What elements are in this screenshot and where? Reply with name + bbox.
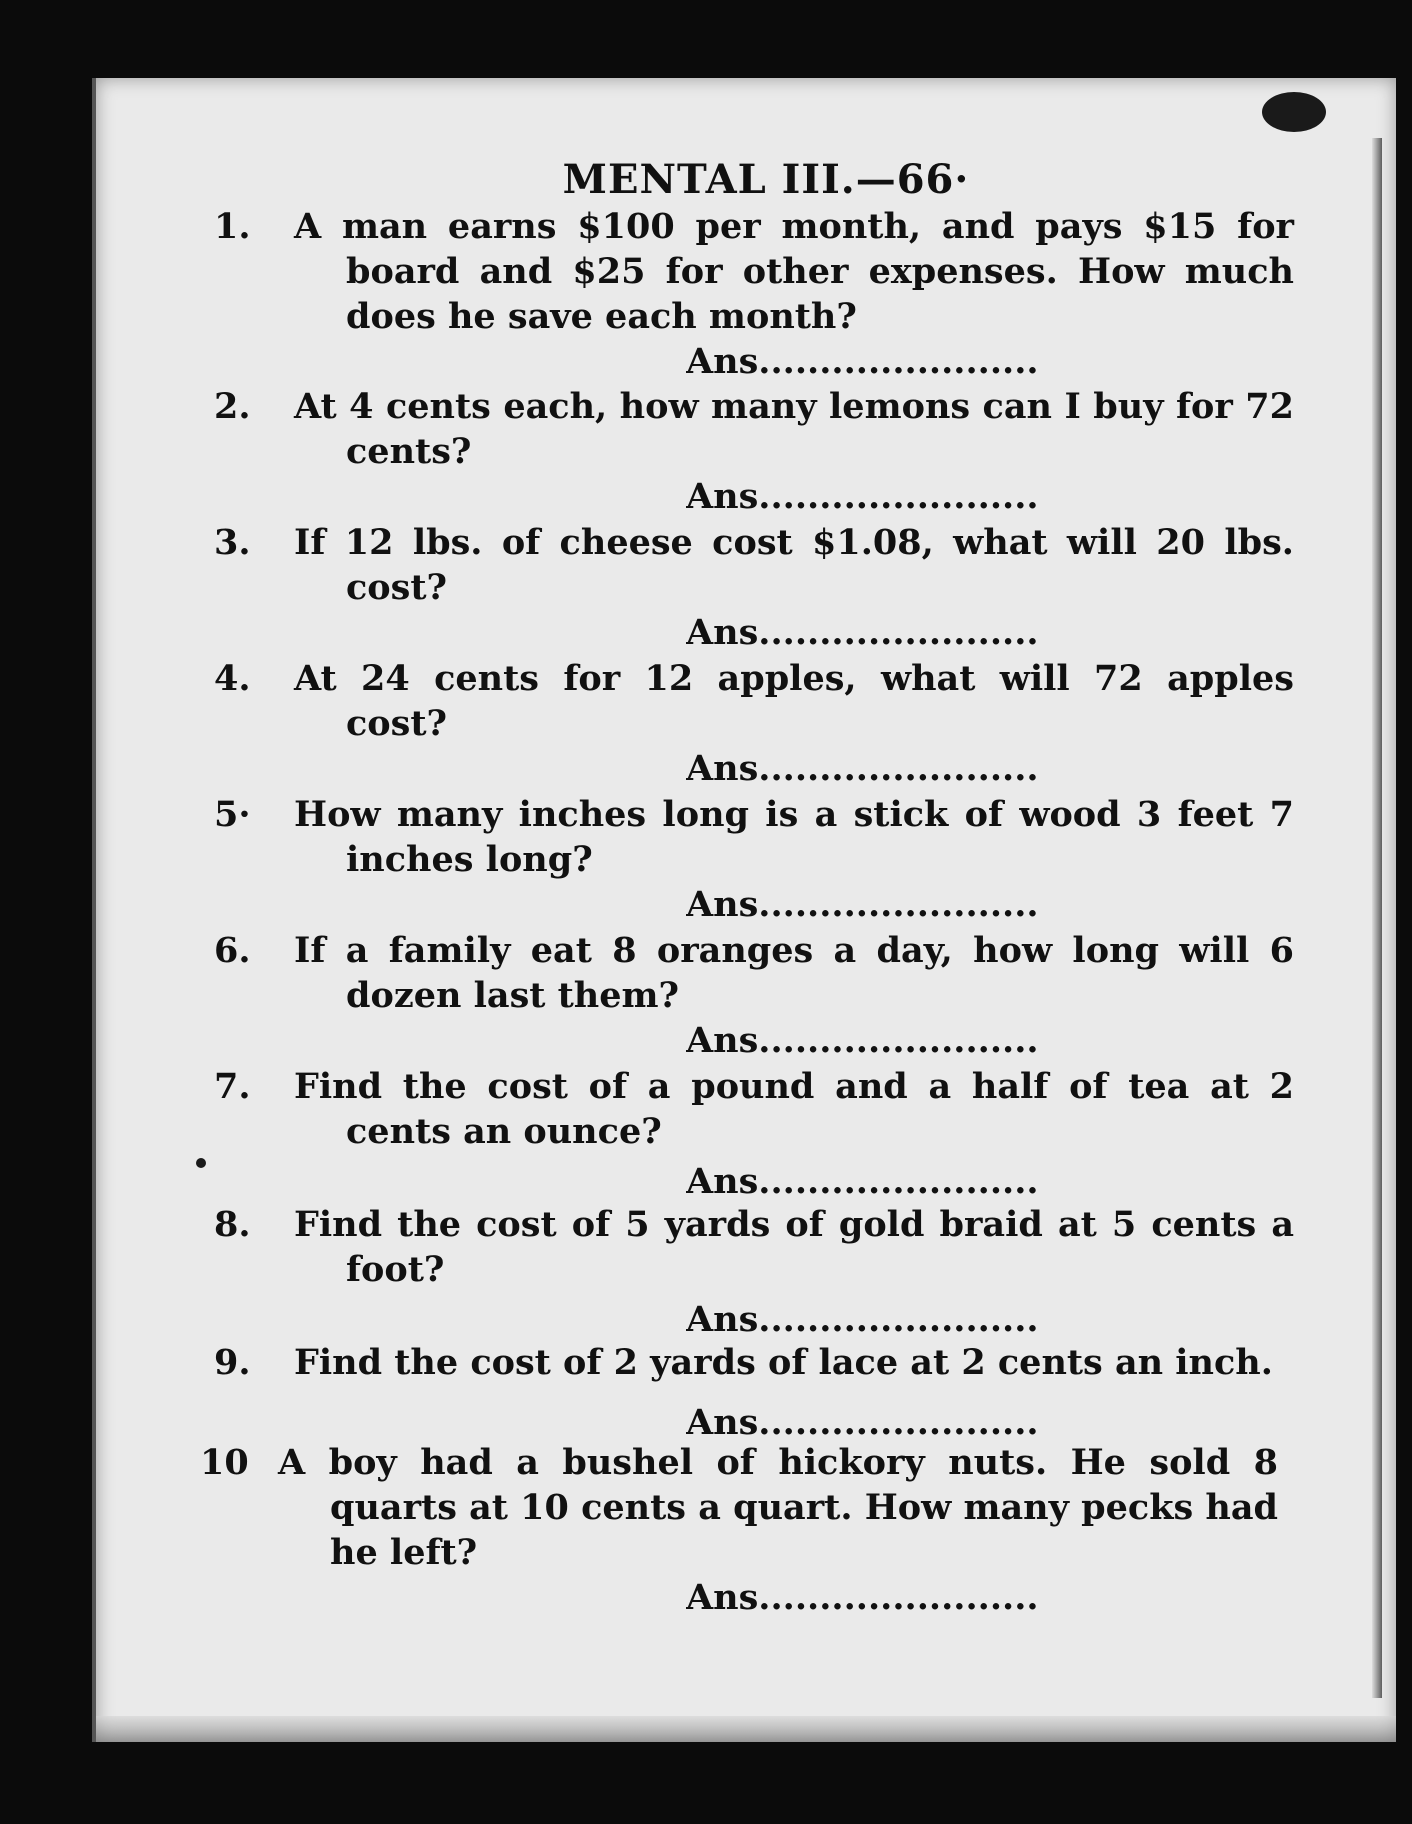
problem-text: At 24 cents for 12 apples, what will 72 apples cost?	[294, 658, 1294, 744]
answer-line: Ans.......................	[686, 341, 1039, 382]
answer-line: Ans.......................	[686, 612, 1039, 653]
problem-number: 8.	[214, 1204, 251, 1245]
answer-line: Ans.......................	[686, 884, 1039, 925]
problem-text: Find the cost of a pound and a half of tea at 2 cents an ounce?	[294, 1066, 1294, 1152]
answer-line: Ans.......................	[686, 1577, 1039, 1618]
answer-line: Ans.......................	[686, 1402, 1039, 1443]
problem-text: If a family eat 8 oranges a day, how long will 6 dozen last them?	[294, 930, 1294, 1016]
problem-text: Find the cost of 2 yards of lace at 2 cents an inch.	[294, 1342, 1273, 1383]
page-title: MENTAL III.—66·	[562, 156, 970, 203]
answer-line: Ans.......................	[686, 1299, 1039, 1340]
problem-number: 5·	[214, 794, 251, 835]
answer-line: Ans.......................	[686, 748, 1039, 789]
page-edge-shadow	[1372, 138, 1382, 1698]
problem-number: 1.	[214, 206, 251, 247]
problem-number: 4.	[214, 658, 251, 699]
problem-number: 9.	[214, 1342, 251, 1383]
page-bottom-shadow	[96, 1716, 1396, 1742]
problem-text: A boy had a bushel of hickory nuts. He sold 8 quarts at 10 cents a quart. How many pecks had he left?	[278, 1442, 1278, 1573]
problem-number: 6.	[214, 930, 251, 971]
problem-text: A man earns $100 per month, and pays $15 for board and $25 for other expenses. How much does he save each month?	[294, 206, 1294, 337]
problem-text: How many inches long is a stick of wood 3 feet 7 inches long?	[294, 794, 1294, 880]
answer-line: Ans.......................	[686, 476, 1039, 517]
answer-line: Ans.......................	[686, 1020, 1039, 1061]
problem-text: At 4 cents each, how many lemons can I buy for 72 cents?	[294, 386, 1294, 472]
problem-text: Find the cost of 5 yards of gold braid at 5 cents a foot?	[294, 1204, 1294, 1290]
answer-line: Ans.......................	[686, 1161, 1039, 1202]
problem-number: 2.	[214, 386, 251, 427]
ink-smudge	[1262, 92, 1326, 132]
problem-number: 7.	[214, 1066, 251, 1107]
worksheet-page	[92, 78, 1396, 1742]
ink-dot	[196, 1158, 206, 1168]
problem-number: 3.	[214, 522, 251, 563]
problem-text: If 12 lbs. of cheese cost $1.08, what will 20 lbs. cost?	[294, 522, 1294, 608]
problem-number: 10	[200, 1442, 249, 1483]
